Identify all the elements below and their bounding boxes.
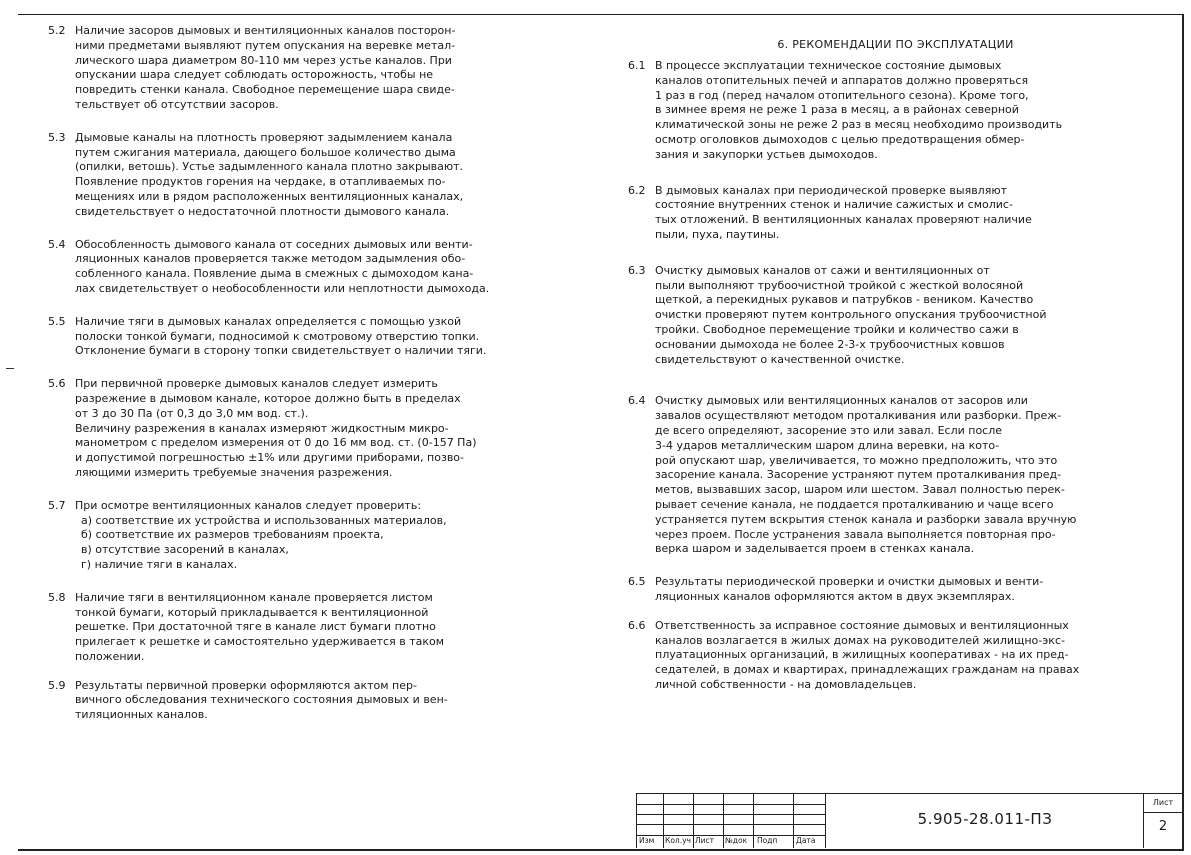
paragraph-line: тонкой бумаги, который прикладывается к вентиляционной (75, 605, 429, 619)
paragraph-line: повредить стенки канала. Свободное перемещение шара свиде- (75, 83, 455, 97)
paragraph-line: Ответственность за исправное состояние дымовых и вентиляционных (655, 618, 1069, 632)
paragraph-number: 6.6 (628, 618, 646, 632)
paragraph-line: При первичной проверке дымовых каналов следует измерить (75, 377, 438, 391)
revision-grid (637, 794, 825, 848)
paragraph-line: 3-4 ударов металлическим шаром длина веревки, на кото- (655, 438, 1000, 452)
paragraph-number: 5.2 (48, 24, 66, 37)
paragraph-line: тых отложений. В вентиляционных каналах проверяют наличие (655, 213, 1032, 227)
paragraph-line: ляционных каналов проверяется также методом задымления обо- (75, 252, 466, 266)
paragraph-line: щеткой, а перекидных рукавов и патрубков - веником. Качество (655, 293, 1034, 307)
document-code: 5.905-28.011-ПЗ (917, 810, 1053, 828)
paragraph-line: тройки. Свободное перемещение тройки и количество сажи в (655, 322, 1019, 336)
sheet-number: 2 (1158, 819, 1168, 834)
paragraph-line: опускании шара следует соблюдать осторожность, чтобы не (75, 68, 434, 82)
paragraph-line: вичного обследования технического состояния дымовых и вен- (75, 693, 448, 707)
paragraph-line: В дымовых каналах при периодической проверке выявляют (655, 183, 1007, 197)
paragraph-6-3 (628, 264, 1163, 368)
paragraph-6-6 (628, 619, 1163, 693)
paragraph-line: а) соответствие их устройства и использованных материалов, (81, 513, 447, 527)
paragraph-line: б) соответствие их размеров требованиям проекта, (81, 528, 384, 542)
paragraph-5-9 (48, 679, 580, 723)
paragraph-line: Результаты первичной проверки оформляются актом пер- (75, 678, 417, 692)
paragraph-line: Результаты периодической проверки и очистки дымовых и венти- (655, 575, 1044, 589)
paragraph-line: Дымовые каналы на плотность проверяют задымлением канала (75, 130, 453, 144)
label-data: Дата (796, 836, 816, 845)
label-izm: Изм (639, 836, 655, 845)
paragraph-line: Наличие засоров дымовых и вентиляционных каналов посторон- (75, 24, 456, 37)
paragraph-number: 5.8 (48, 590, 66, 604)
paragraph-line: осмотр оголовков дымоходов с целью предотвращения обмер- (655, 132, 1025, 146)
right-column (628, 24, 1163, 693)
paragraph-line: плуатационных организаций, в жилищных кооперативах - на их пред- (655, 648, 1069, 662)
paragraph-line: метов, вызвавших засор, шаром или шестом. Завал полностью перек- (655, 483, 1065, 497)
paragraph-line: де всего определяют, засорение это или завал. Если после (655, 423, 1003, 437)
paragraph-number: 5.4 (48, 237, 66, 251)
label-list: Лист (695, 836, 715, 845)
paragraph-number: 6.1 (628, 59, 646, 72)
paragraph-line: личной собственности - на домовладельцев. (655, 677, 917, 691)
paragraph-line: тельствует об отсутствии засоров. (75, 97, 279, 111)
paragraph-line: Появление продуктов горения на чердаке, в отапливаемых по- (75, 175, 446, 189)
paragraph-5-8 (48, 591, 580, 665)
paragraph-line: г) наличие тяги в каналах. (81, 557, 238, 571)
paragraph-line: седателей, в домах и квартирах, принадлежащих гражданам на правах (655, 663, 1080, 677)
paragraph-line: (опилки, ветошь). Устье задымленного канала плотно закрывают. (75, 160, 464, 174)
paragraph-5-7 (48, 499, 580, 573)
paragraph-line: Отклонение бумаги в сторону топки свидетельствует о наличии тяги. (75, 344, 487, 358)
paragraph-line: лического шара диаметром 80-110 мм через устье каналов. При (75, 53, 452, 67)
paragraph-line: через проем. После устранения завала выполняется повторная про- (655, 527, 1056, 541)
paragraph-line: пыли, пуха, паутины. (655, 227, 780, 241)
paragraph-number: 5.5 (48, 314, 66, 328)
paragraph-line: Обособленность дымового канала от соседних дымовых или венти- (75, 237, 473, 251)
paragraph-line: каналов возлагается в жилых домах на руководителей жилищно-экс- (655, 633, 1065, 647)
paragraph-line: свидетельствуют о качественной очистке. (655, 352, 905, 366)
paragraph-line: Очистку дымовых каналов от сажи и вентиляционных от (655, 263, 990, 277)
paragraph-number: 5.6 (48, 377, 66, 391)
paragraph-line: климатической зоны не реже 2 раз в месяц необходимо производить (655, 118, 1063, 132)
paragraph-line: положении. (75, 649, 145, 663)
paragraph-line: пыли выполняют трубоочистной тройкой с жесткой волосяной (655, 278, 1024, 292)
paragraph-line: зания и закупорки устьев дымоходов. (655, 147, 878, 161)
paragraph-line: каналов отопительных печей и аппаратов должно проверяться (655, 73, 1029, 87)
paragraph-line: состояние внутренних стенок и наличие сажистых и смолис- (655, 198, 1013, 212)
right-column-body (628, 59, 1163, 693)
paragraph-6-5 (628, 575, 1163, 605)
sheet-cell (1143, 794, 1182, 848)
paragraph-line: тиляционных каналов. (75, 708, 208, 722)
paragraph-5-3 (48, 131, 580, 220)
sheet-label: Лист (1152, 798, 1174, 807)
paragraph-line: путем сжигания материала, дающего большое количество дыма (75, 145, 456, 159)
paragraph-line: собленного канала. Появление дыма в смежных с дымоходом кана- (75, 267, 474, 281)
paragraph-line: Величину разрежения в каналах измеряют жидкостным микро- (75, 421, 449, 435)
paragraph-line: свидетельствует о недостаточной плотности дымового канала. (75, 204, 450, 218)
paragraph-6-1 (628, 59, 1163, 163)
paragraph-line: в зимнее время не реже 1 раза в месяц, а в районах северной (655, 103, 1019, 117)
paragraph-number: 6.4 (628, 394, 646, 408)
paragraph-line: завалов осуществляют методом проталкивания или разборки. Преж- (655, 409, 1062, 423)
paragraph-line: полоски тонкой бумаги, подносимой к смотровому отверстию топки. (75, 329, 480, 343)
paragraph-line: от 3 до 30 Па (от 0,3 до 3,0 мм вод. ст.). (75, 406, 309, 420)
label-n-dok: №док (725, 836, 748, 845)
paragraph-line: При осмотре вентиляционных каналов следует проверить: (75, 498, 422, 512)
paragraph-line: Наличие тяги в вентиляционном канале проверяется листом (75, 590, 433, 604)
paragraph-line: прилегает к решетке и самостоятельно удерживается в таком (75, 635, 445, 649)
paragraph-line: ними предметами выявляют путем опускания на веревке метал- (75, 38, 456, 52)
paragraph-number: 5.7 (48, 498, 66, 512)
paragraph-6-2 (628, 184, 1163, 243)
paragraph-5-4 (48, 238, 580, 297)
paragraph-line: 1 раз в год (перед началом отопительного сезона). Кроме того, (655, 88, 1029, 102)
binding-mark (6, 368, 14, 369)
paragraph-line: в) отсутствие засорений в каналах, (81, 543, 289, 557)
left-column (48, 24, 580, 723)
paragraph-line: манометром с пределом измерения от 0 до 16 мм вод. ст. (0-157 Па) (75, 436, 477, 450)
paragraph-line: основании дымохода не более 2-3-х трубоочистных ковшов (655, 337, 1005, 351)
paragraph-line: решетке. При достаточной тяге в канале лист бумаги плотно (75, 620, 436, 634)
paragraph-5-6 (48, 377, 580, 481)
paragraph-line: мещениях или в рядом расположенных вентиляционных каналах, (75, 189, 464, 203)
label-kol-uch: Кол.уч (665, 836, 691, 845)
document-code-cell (825, 794, 1144, 848)
paragraph-number: 6.5 (628, 575, 646, 589)
paragraph-line: верка шаром и заделывается проем в стенках канала. (655, 542, 975, 556)
paragraph-line: В процессе эксплуатации техническое состояние дымовых (655, 59, 1002, 72)
section-6-heading: 6. РЕКОМЕНДАЦИИ ПО ЭКСПЛУАТАЦИИ (777, 38, 1014, 51)
paragraph-line: ляционных каналов оформляются актом в двух экземплярах. (655, 589, 1015, 603)
paragraph-number: 5.9 (48, 678, 66, 692)
paragraph-line: ляющими измерить требуемые значения разрежения. (75, 465, 393, 479)
paragraph-line: очистки проверяют путем контрольного опускания трубоочистной (655, 308, 1047, 322)
paragraph-line: рой опускают шар, увеличивается, то можно предположить, что это (655, 453, 1058, 467)
paragraph-line: рывает сечение канала, не поддается проталкиванию и чаще всего (655, 497, 1054, 511)
paragraph-5-2 (48, 24, 580, 113)
paragraph-line: лах свидетельствует о необособленности или неплотности дымохода. (75, 281, 490, 295)
label-podp: Подп (757, 836, 778, 845)
paragraph-line: и допустимой погрешностью ±1% или другими приборами, позво- (75, 451, 465, 465)
paragraph-line: засорение канала. Засорение устраняют путем проталкивания пред- (655, 468, 1062, 482)
paragraph-5-5 (48, 315, 580, 359)
paragraph-line: Наличие тяги в дымовых каналах определяется с помощью узкой (75, 314, 462, 328)
paragraph-line: устраняется путем вскрытия стенок канала и разборки завала вручную (655, 512, 1077, 526)
paragraph-line: Очистку дымовых или вентиляционных каналов от засоров или (655, 394, 1028, 408)
paragraph-6-4 (628, 394, 1163, 557)
paragraph-number: 6.2 (628, 183, 646, 197)
paragraph-line: разрежение в дымовом канале, которое должно быть в пределах (75, 391, 461, 405)
paragraph-number: 6.3 (628, 263, 646, 277)
title-block (636, 793, 1182, 848)
paragraph-number: 5.3 (48, 130, 66, 144)
